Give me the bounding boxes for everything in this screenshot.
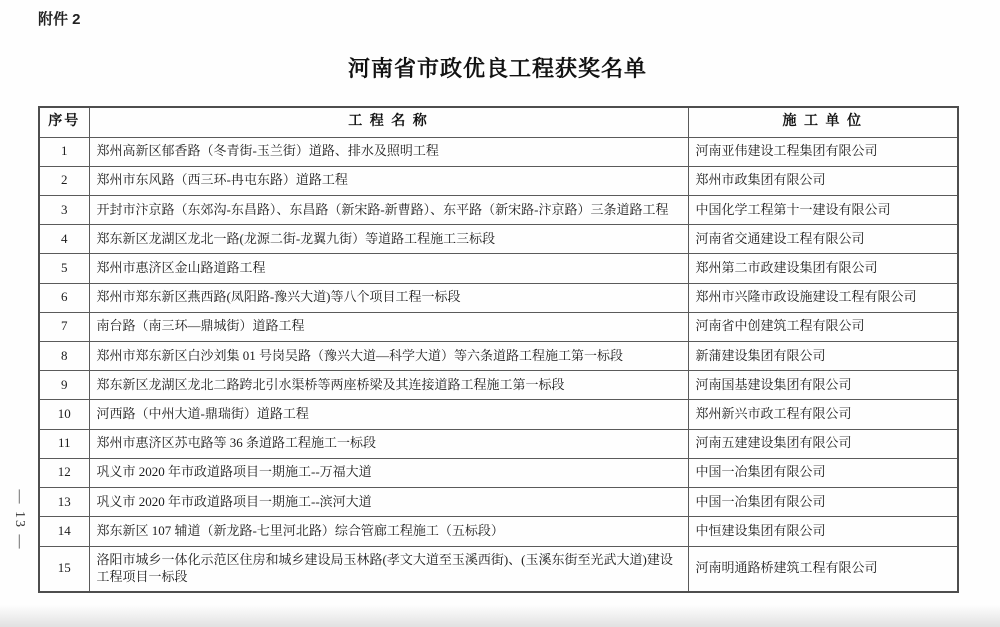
cell-serial-number: 1 bbox=[39, 137, 89, 166]
table-row bbox=[39, 283, 958, 312]
table-row bbox=[39, 137, 958, 166]
table-row bbox=[39, 254, 958, 283]
cell-project-name: 郑东新区龙湖区龙北一路(龙源二街-龙翼九街）等道路工程施工三标段 bbox=[89, 225, 688, 254]
table-row bbox=[39, 166, 958, 195]
table-row bbox=[39, 225, 958, 254]
header-construction-unit: 施 工 单 位 bbox=[688, 107, 958, 137]
cell-project-name: 郑东新区龙湖区龙北二路跨北引水渠桥等两座桥梁及其连接道路工程施工第一标段 bbox=[89, 371, 688, 400]
cell-project-name: 河西路（中州大道-鼎瑞街）道路工程 bbox=[89, 400, 688, 429]
cell-construction-unit: 河南省交通建设工程有限公司 bbox=[688, 225, 958, 254]
cell-construction-unit: 郑州第二市政建设集团有限公司 bbox=[688, 254, 958, 283]
cell-project-name: 郑东新区 107 辅道（新龙路-七里河北路）综合管廊工程施工（五标段） bbox=[89, 517, 688, 546]
cell-serial-number: 13 bbox=[39, 487, 89, 516]
cell-project-name: 巩义市 2020 年市政道路项目一期施工--滨河大道 bbox=[89, 487, 688, 516]
cell-project-name: 南台路（南三环—鼎城街）道路工程 bbox=[89, 312, 688, 341]
cell-project-name: 巩义市 2020 年市政道路项目一期施工--万福大道 bbox=[89, 458, 688, 487]
cell-project-name: 郑州市东风路（西三环-冉屯东路）道路工程 bbox=[89, 166, 688, 195]
table-row bbox=[39, 371, 958, 400]
cell-construction-unit: 郑州新兴市政工程有限公司 bbox=[688, 400, 958, 429]
table-row bbox=[39, 400, 958, 429]
cell-project-name: 洛阳市城乡一体化示范区住房和城乡建设局玉林路(孝文大道至玉溪西街)、(玉溪东街至光武大道)建设工程项目一标段 bbox=[89, 546, 688, 592]
cell-project-name: 郑州市郑东新区燕西路(凤阳路-豫兴大道)等八个项目工程一标段 bbox=[89, 283, 688, 312]
cell-construction-unit: 新蒲建设集团有限公司 bbox=[688, 341, 958, 370]
cell-construction-unit: 河南省中创建筑工程有限公司 bbox=[688, 312, 958, 341]
cell-serial-number: 6 bbox=[39, 283, 89, 312]
cell-construction-unit: 中国化学工程第十一建设有限公司 bbox=[688, 195, 958, 224]
cell-serial-number: 2 bbox=[39, 166, 89, 195]
cell-serial-number: 14 bbox=[39, 517, 89, 546]
table-row bbox=[39, 546, 958, 592]
cell-construction-unit: 郑州市兴隆市政设施建设工程有限公司 bbox=[688, 283, 958, 312]
cell-serial-number: 12 bbox=[39, 458, 89, 487]
table-body bbox=[39, 137, 958, 592]
table-row bbox=[39, 429, 958, 458]
cell-serial-number: 7 bbox=[39, 312, 89, 341]
cell-construction-unit: 中国一冶集团有限公司 bbox=[688, 487, 958, 516]
cell-project-name: 郑州市惠济区金山路道路工程 bbox=[89, 254, 688, 283]
header-project-name: 工 程 名 称 bbox=[89, 107, 688, 137]
cell-project-name: 郑州市郑东新区白沙刘集 01 号岗吴路（豫兴大道—科学大道）等六条道路工程施工第一标段 bbox=[89, 341, 688, 370]
cell-project-name: 开封市汴京路（东郊沟-东昌路）、东昌路（新宋路-新曹路）、东平路（新宋路-汴京路）三条道路工程 bbox=[89, 195, 688, 224]
cell-serial-number: 10 bbox=[39, 400, 89, 429]
cell-construction-unit: 郑州市政集团有限公司 bbox=[688, 166, 958, 195]
table-row bbox=[39, 341, 958, 370]
table-row bbox=[39, 312, 958, 341]
table-row bbox=[39, 458, 958, 487]
cell-serial-number: 15 bbox=[39, 546, 89, 592]
table-row bbox=[39, 517, 958, 546]
cell-construction-unit: 中恒建设集团有限公司 bbox=[688, 517, 958, 546]
cell-project-name: 郑州高新区郁香路（冬青街-玉兰街）道路、排水及照明工程 bbox=[89, 137, 688, 166]
cell-serial-number: 11 bbox=[39, 429, 89, 458]
table-row bbox=[39, 195, 958, 224]
cell-construction-unit: 河南明通路桥建筑工程有限公司 bbox=[688, 546, 958, 592]
header-serial-number: 序号 bbox=[39, 107, 89, 137]
page-number: — 13 — bbox=[12, 489, 27, 551]
cell-construction-unit: 河南国基建设集团有限公司 bbox=[688, 371, 958, 400]
table-header bbox=[39, 107, 958, 137]
cell-project-name: 郑州市惠济区苏屯路等 36 条道路工程施工一标段 bbox=[89, 429, 688, 458]
cell-serial-number: 4 bbox=[39, 225, 89, 254]
cell-construction-unit: 中国一冶集团有限公司 bbox=[688, 458, 958, 487]
cell-serial-number: 5 bbox=[39, 254, 89, 283]
award-table bbox=[38, 106, 959, 593]
attachment-label: 附件 2 bbox=[38, 11, 81, 28]
cell-serial-number: 9 bbox=[39, 371, 89, 400]
page-title: 河南省市政优良工程获奖名单 bbox=[347, 56, 647, 81]
cell-serial-number: 8 bbox=[39, 341, 89, 370]
table-row bbox=[39, 487, 958, 516]
cell-serial-number: 3 bbox=[39, 195, 89, 224]
cell-construction-unit: 河南亚伟建设工程集团有限公司 bbox=[688, 137, 958, 166]
cell-construction-unit: 河南五建建设集团有限公司 bbox=[688, 429, 958, 458]
page-bottom-shadow bbox=[0, 605, 1000, 627]
